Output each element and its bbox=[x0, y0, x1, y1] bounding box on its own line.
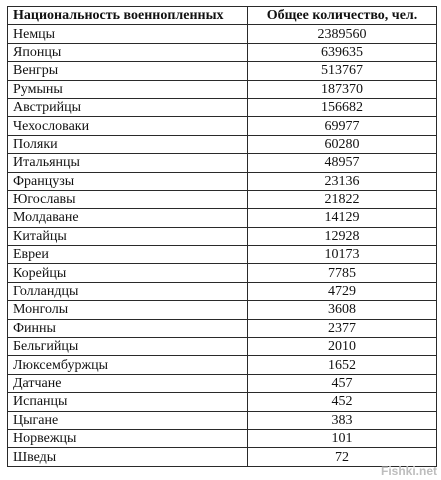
table-row bbox=[8, 172, 437, 190]
count-cell: 1652 bbox=[248, 356, 437, 374]
table-row bbox=[8, 338, 437, 356]
nationality-cell: Немцы bbox=[8, 25, 248, 43]
table-row bbox=[8, 393, 437, 411]
table-row bbox=[8, 356, 437, 374]
count-cell: 156682 bbox=[248, 98, 437, 116]
nationality-cell: Монголы bbox=[8, 301, 248, 319]
count-cell: 2010 bbox=[248, 338, 437, 356]
table-row bbox=[8, 98, 437, 116]
table-row bbox=[8, 190, 437, 208]
table-row bbox=[8, 429, 437, 447]
table-row bbox=[8, 209, 437, 227]
table-row bbox=[8, 411, 437, 429]
count-cell: 69977 bbox=[248, 117, 437, 135]
nationality-cell: Китайцы bbox=[8, 227, 248, 245]
count-cell: 2377 bbox=[248, 319, 437, 337]
count-cell: 101 bbox=[248, 429, 437, 447]
nationality-cell: Цыгане bbox=[8, 411, 248, 429]
pow-nationality-table bbox=[7, 6, 437, 467]
table-row bbox=[8, 301, 437, 319]
table-row bbox=[8, 80, 437, 98]
nationality-cell: Поляки bbox=[8, 135, 248, 153]
watermark-logo: Fishki.net bbox=[380, 464, 437, 478]
count-cell: 23136 bbox=[248, 172, 437, 190]
nationality-cell: Голландцы bbox=[8, 282, 248, 300]
nationality-cell: Японцы bbox=[8, 43, 248, 61]
header-count: Общее количество, чел. bbox=[248, 7, 437, 25]
nationality-cell: Чехословаки bbox=[8, 117, 248, 135]
nationality-cell: Корейцы bbox=[8, 264, 248, 282]
nationality-cell: Венгры bbox=[8, 62, 248, 80]
nationality-cell: Австрийцы bbox=[8, 98, 248, 116]
nationality-cell: Югославы bbox=[8, 190, 248, 208]
table-row bbox=[8, 117, 437, 135]
nationality-cell: Итальянцы bbox=[8, 154, 248, 172]
table-row bbox=[8, 227, 437, 245]
count-cell: 21822 bbox=[248, 190, 437, 208]
count-cell: 457 bbox=[248, 374, 437, 392]
table-body bbox=[8, 25, 437, 466]
count-cell: 12928 bbox=[248, 227, 437, 245]
count-cell: 60280 bbox=[248, 135, 437, 153]
count-cell: 4729 bbox=[248, 282, 437, 300]
count-cell: 639635 bbox=[248, 43, 437, 61]
count-cell: 187370 bbox=[248, 80, 437, 98]
nationality-cell: Шведы bbox=[8, 448, 248, 466]
count-cell: 10173 bbox=[248, 246, 437, 264]
table-row bbox=[8, 246, 437, 264]
count-cell: 452 bbox=[248, 393, 437, 411]
nationality-cell: Люксембуржцы bbox=[8, 356, 248, 374]
table-row bbox=[8, 135, 437, 153]
nationality-cell: Датчане bbox=[8, 374, 248, 392]
table-row bbox=[8, 282, 437, 300]
count-cell: 2389560 bbox=[248, 25, 437, 43]
count-cell: 72 bbox=[248, 448, 437, 466]
nationality-cell: Бельгийцы bbox=[8, 338, 248, 356]
nationality-cell: Румыны bbox=[8, 80, 248, 98]
table-row bbox=[8, 154, 437, 172]
table-row bbox=[8, 448, 437, 466]
table-row bbox=[8, 43, 437, 61]
count-cell: 513767 bbox=[248, 62, 437, 80]
table-row bbox=[8, 62, 437, 80]
count-cell: 48957 bbox=[248, 154, 437, 172]
nationality-cell: Норвежцы bbox=[8, 429, 248, 447]
count-cell: 7785 bbox=[248, 264, 437, 282]
count-cell: 383 bbox=[248, 411, 437, 429]
count-cell: 14129 bbox=[248, 209, 437, 227]
header-nationality: Национальность военнопленных bbox=[8, 7, 248, 25]
table-row bbox=[8, 374, 437, 392]
nationality-cell: Евреи bbox=[8, 246, 248, 264]
nationality-cell: Молдаване bbox=[8, 209, 248, 227]
nationality-cell: Финны bbox=[8, 319, 248, 337]
table-header-row bbox=[8, 7, 437, 25]
nationality-cell: Французы bbox=[8, 172, 248, 190]
table-row bbox=[8, 25, 437, 43]
table-row bbox=[8, 319, 437, 337]
nationality-cell: Испанцы bbox=[8, 393, 248, 411]
table-row bbox=[8, 264, 437, 282]
count-cell: 3608 bbox=[248, 301, 437, 319]
